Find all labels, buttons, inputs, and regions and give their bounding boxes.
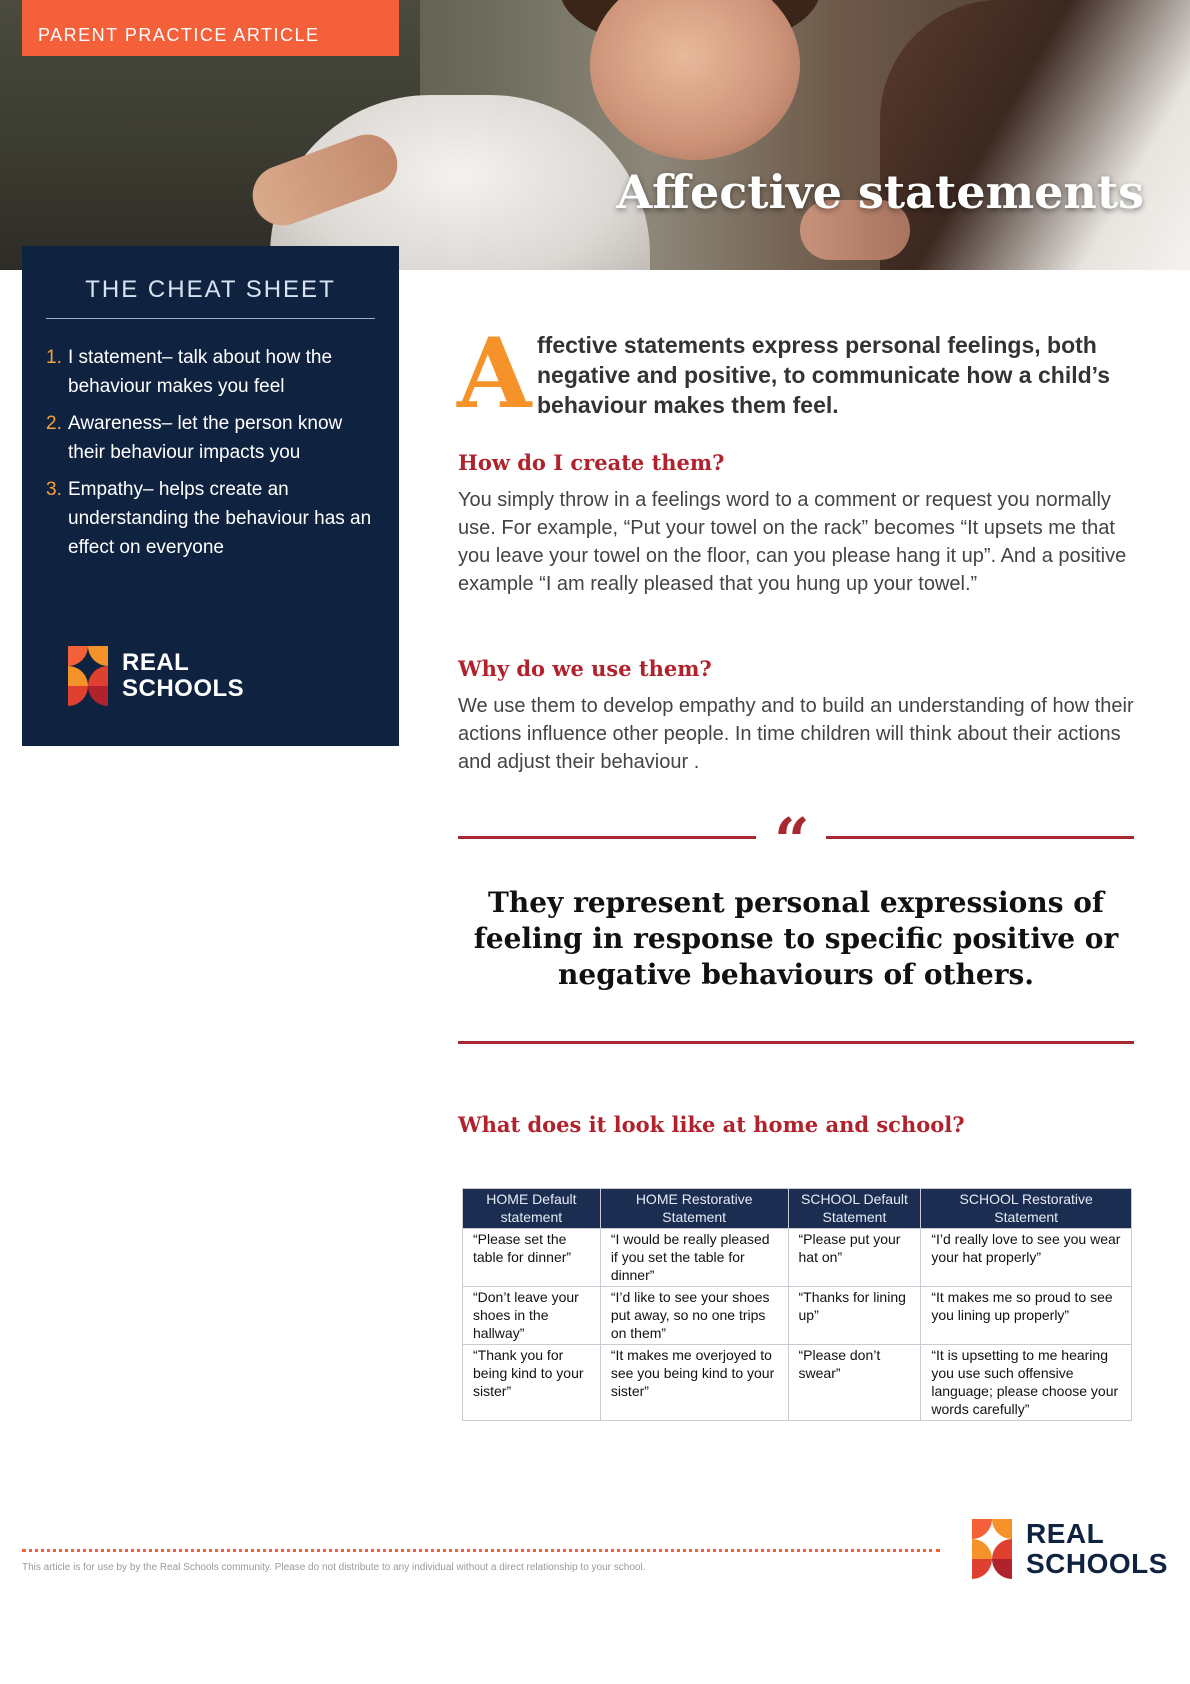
table-cell: “I’d like to see your shoes put away, so no one trips on them” [600,1287,788,1345]
real-schools-logo-icon [68,646,108,706]
section-heading-why: Why do we use them? [458,656,712,681]
cheat-sheet-item-number: 3. [46,479,62,500]
cheat-sheet-item-text: Awareness– let the person know their behaviour impacts you [68,413,343,463]
table-header-cell: SCHOOL Default Statement [788,1189,921,1229]
table-row [463,1229,1132,1287]
table-header-row [463,1189,1132,1229]
cheat-sheet-item-text: Empathy– helps create an understanding the behaviour has an effect on everyone [68,479,372,558]
quote-divider-bottom [458,1041,1134,1044]
logo-line-2: SCHOOLS [122,675,245,702]
cheat-sheet-item [46,409,375,467]
table-header-cell: HOME Default statement [463,1189,601,1229]
table-cell: “Please don’t swear” [788,1345,921,1421]
logo-line-1: REAL [1026,1518,1105,1549]
section-body-why: We use them to develop empathy and to build an understanding of how their actions influence other people. In time children will think about their actions and adjust their behaviour . [458,695,1134,773]
footer-disclaimer: This article is for use by by the Real Schools community. Please do not distribute to any individual without a direct relationship to your school. [22,1562,646,1573]
cheat-sheet-list [46,343,375,562]
cheat-sheet-item [46,475,375,562]
cheat-sheet-title: THE CHEAT SHEET [46,276,375,319]
table-cell: “It makes me overjoyed to see you being kind to your sister” [600,1345,788,1421]
quote-divider-right [826,836,1134,839]
table-cell: “Please set the table for dinner” [463,1229,601,1287]
page-title: Affective statements [616,165,1144,219]
real-schools-logo-icon [972,1519,1012,1579]
footer-divider [22,1549,940,1552]
hero-photo-child-face [590,0,800,160]
table-header-cell: SCHOOL Restorative Statement [921,1189,1132,1229]
logo-line-2: SCHOOLS [1026,1548,1168,1579]
section-body-create: You simply throw in a feelings word to a comment or request you normally use. For example, “Put your towel on the rack” becomes “It upsets me that you leave your towel on the floor, can you please hang it up”. And a positive example “I am really pleased that you hung up your towel.” [458,489,1127,595]
table-cell: “Don’t leave your shoes in the hallway” [463,1287,601,1345]
intro-text: ffective statements express personal feelings, both negative and positive, to communicate how a child’s behaviour makes them feel. [537,332,1110,418]
footer-real-schools-logo [972,1519,1168,1579]
logo-line-1: REAL [122,649,190,676]
table-cell: “I would be really pleased if you set the table for dinner” [600,1229,788,1287]
drop-cap: A [457,317,532,430]
table-cell: “I’d really love to see you wear your hat properly” [921,1229,1132,1287]
real-schools-logo [68,646,244,706]
table-cell: “It is upsetting to me hearing you use such offensive language; please choose your words carefully” [921,1345,1132,1421]
pull-quote: They represent personal expressions of feeling in response to specific positive or negative behaviours of others. [473,886,1119,991]
table-cell: “It makes me so proud to see you lining up properly” [921,1287,1132,1345]
quote-mark-icon: “ [774,804,810,877]
cheat-sheet-panel [22,246,399,746]
section-heading-create: How do I create them? [458,450,725,475]
table-cell: “Thanks for lining up” [788,1287,921,1345]
cheat-sheet-item-number: 2. [46,413,62,434]
examples-table [462,1188,1132,1421]
table-cell: “Thank you for being kind to your sister” [463,1345,601,1421]
real-schools-logo-text [122,650,244,702]
table-row [463,1345,1132,1421]
table-header-cell: HOME Restorative Statement [600,1189,788,1229]
real-schools-logo-text [1026,1519,1168,1579]
table-row [463,1287,1132,1345]
cheat-sheet-item-number: 1. [46,347,62,368]
hero-photo-parent [880,0,1190,270]
section-heading-examples: What does it look like at home and school? [458,1112,965,1137]
cheat-sheet-item-text: I statement– talk about how the behaviour makes you feel [68,347,333,397]
quote-divider-left [458,836,756,839]
cheat-sheet-item [46,343,375,401]
table-cell: “Please put your hat on” [788,1229,921,1287]
article-type-tag: PARENT PRACTICE ARTICLE [22,0,399,56]
intro-paragraph [457,317,1147,430]
